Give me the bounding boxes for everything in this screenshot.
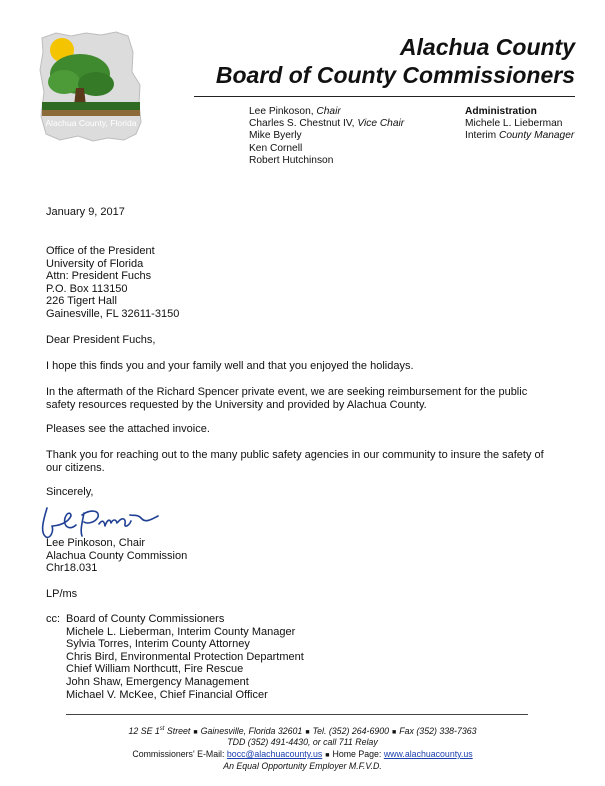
cc-item: Chief William Northcutt, Fire Rescue xyxy=(66,663,244,676)
address-line: Office of the President xyxy=(46,245,155,257)
logo-caption: Alachua County, Florida xyxy=(45,118,137,128)
org-name-line2: Board of County Commissioners xyxy=(215,62,575,88)
letter-date: January 9, 2017 xyxy=(46,206,125,218)
org-name-line1: Alachua County xyxy=(399,34,575,60)
member-4: Ken Cornell xyxy=(249,142,303,154)
admin-name: Michele L. Lieberman xyxy=(465,118,563,130)
cc-item: Michael V. McKee, Chief Financial Officer xyxy=(66,688,268,701)
bullet-icon: ■ xyxy=(305,728,310,736)
paragraph-3: Pleases see the attached invoice. xyxy=(46,423,210,435)
cc-label: cc: xyxy=(46,613,61,625)
reference-code: Chr18.031 xyxy=(46,562,98,575)
footer-tdd: TDD (352) 491-4430, or call 711 Relay xyxy=(227,737,378,747)
bullet-icon: ■ xyxy=(325,752,330,759)
salutation: Dear President Fuchs, xyxy=(46,334,156,346)
closing: Sincerely, xyxy=(46,486,94,498)
recipient-address xyxy=(46,245,179,321)
footer-eeo: An Equal Opportunity Employer M.F.V.D. xyxy=(223,761,382,771)
homepage-link[interactable]: www.alachuacounty.us xyxy=(383,749,473,759)
signer-name: Lee Pinkoson, Chair xyxy=(46,537,146,549)
cc-item: John Shaw, Emergency Management xyxy=(66,675,249,688)
address-line: 226 Tigert Hall xyxy=(46,295,117,308)
cc-item: Sylvia Torres, Interim County Attorney xyxy=(66,638,250,651)
signer-org: Alachua County Commission xyxy=(46,549,188,562)
member-3: Mike Byerly xyxy=(249,130,302,142)
address-line: University of Florida xyxy=(46,257,144,270)
footer-contact: Commissioners' E-Mail: bocc@alachuacounty.us ■ Home Page: www.alachuacounty.us xyxy=(132,749,473,759)
signature-block xyxy=(46,537,187,575)
member-5: Robert Hutchinson xyxy=(249,154,334,166)
cc-item: Chris Bird, Environmental Protection Department xyxy=(66,650,304,663)
bullet-icon: ■ xyxy=(193,728,198,736)
member-2: Charles S. Chestnut IV, Vice Chair xyxy=(249,118,405,130)
commissioner-list xyxy=(249,106,404,167)
admin-heading: Administration xyxy=(465,106,537,117)
address-line: P.O. Box 113150 xyxy=(46,282,128,295)
email-link[interactable]: bocc@alachuacounty.us xyxy=(226,749,323,759)
header-rule xyxy=(194,96,575,97)
footer-rule xyxy=(66,714,528,715)
administration-block xyxy=(465,106,574,143)
address-line: Gainesville, FL 32611-3150 xyxy=(46,307,180,320)
member-1: Lee Pinkoson, Chair xyxy=(249,106,341,117)
paragraph-2: In the aftermath of the Richard Spencer private event, we are seeking reimbursement for the public safety resources requested by the University and provided by Alachua County. xyxy=(46,386,528,411)
typist-initials: LP/ms xyxy=(46,588,78,600)
handwritten-signature xyxy=(38,495,163,540)
cc-item: Michele L. Lieberman, Interim County Manager xyxy=(66,625,296,638)
footer-address: 12 SE 1st Street ■ Gainesville, Florida 32601 ■ Tel. (352) 264-6900 ■ Fax (352) 338-7363 xyxy=(128,725,477,736)
paragraph-1: I hope this finds you and your family well and that you enjoyed the holidays. xyxy=(46,360,414,372)
paragraph-4: Thank you for reaching out to the many public safety agencies in our community to insure the safety of our citizens. xyxy=(46,449,544,474)
cc-item: Board of County Commissioners xyxy=(66,613,225,625)
cc-list xyxy=(66,613,304,701)
alachua-county-logo xyxy=(38,30,144,142)
address-line: Attn: President Fuchs xyxy=(46,270,152,283)
admin-title: Interim County Manager xyxy=(465,130,575,142)
bullet-icon: ■ xyxy=(392,728,397,736)
